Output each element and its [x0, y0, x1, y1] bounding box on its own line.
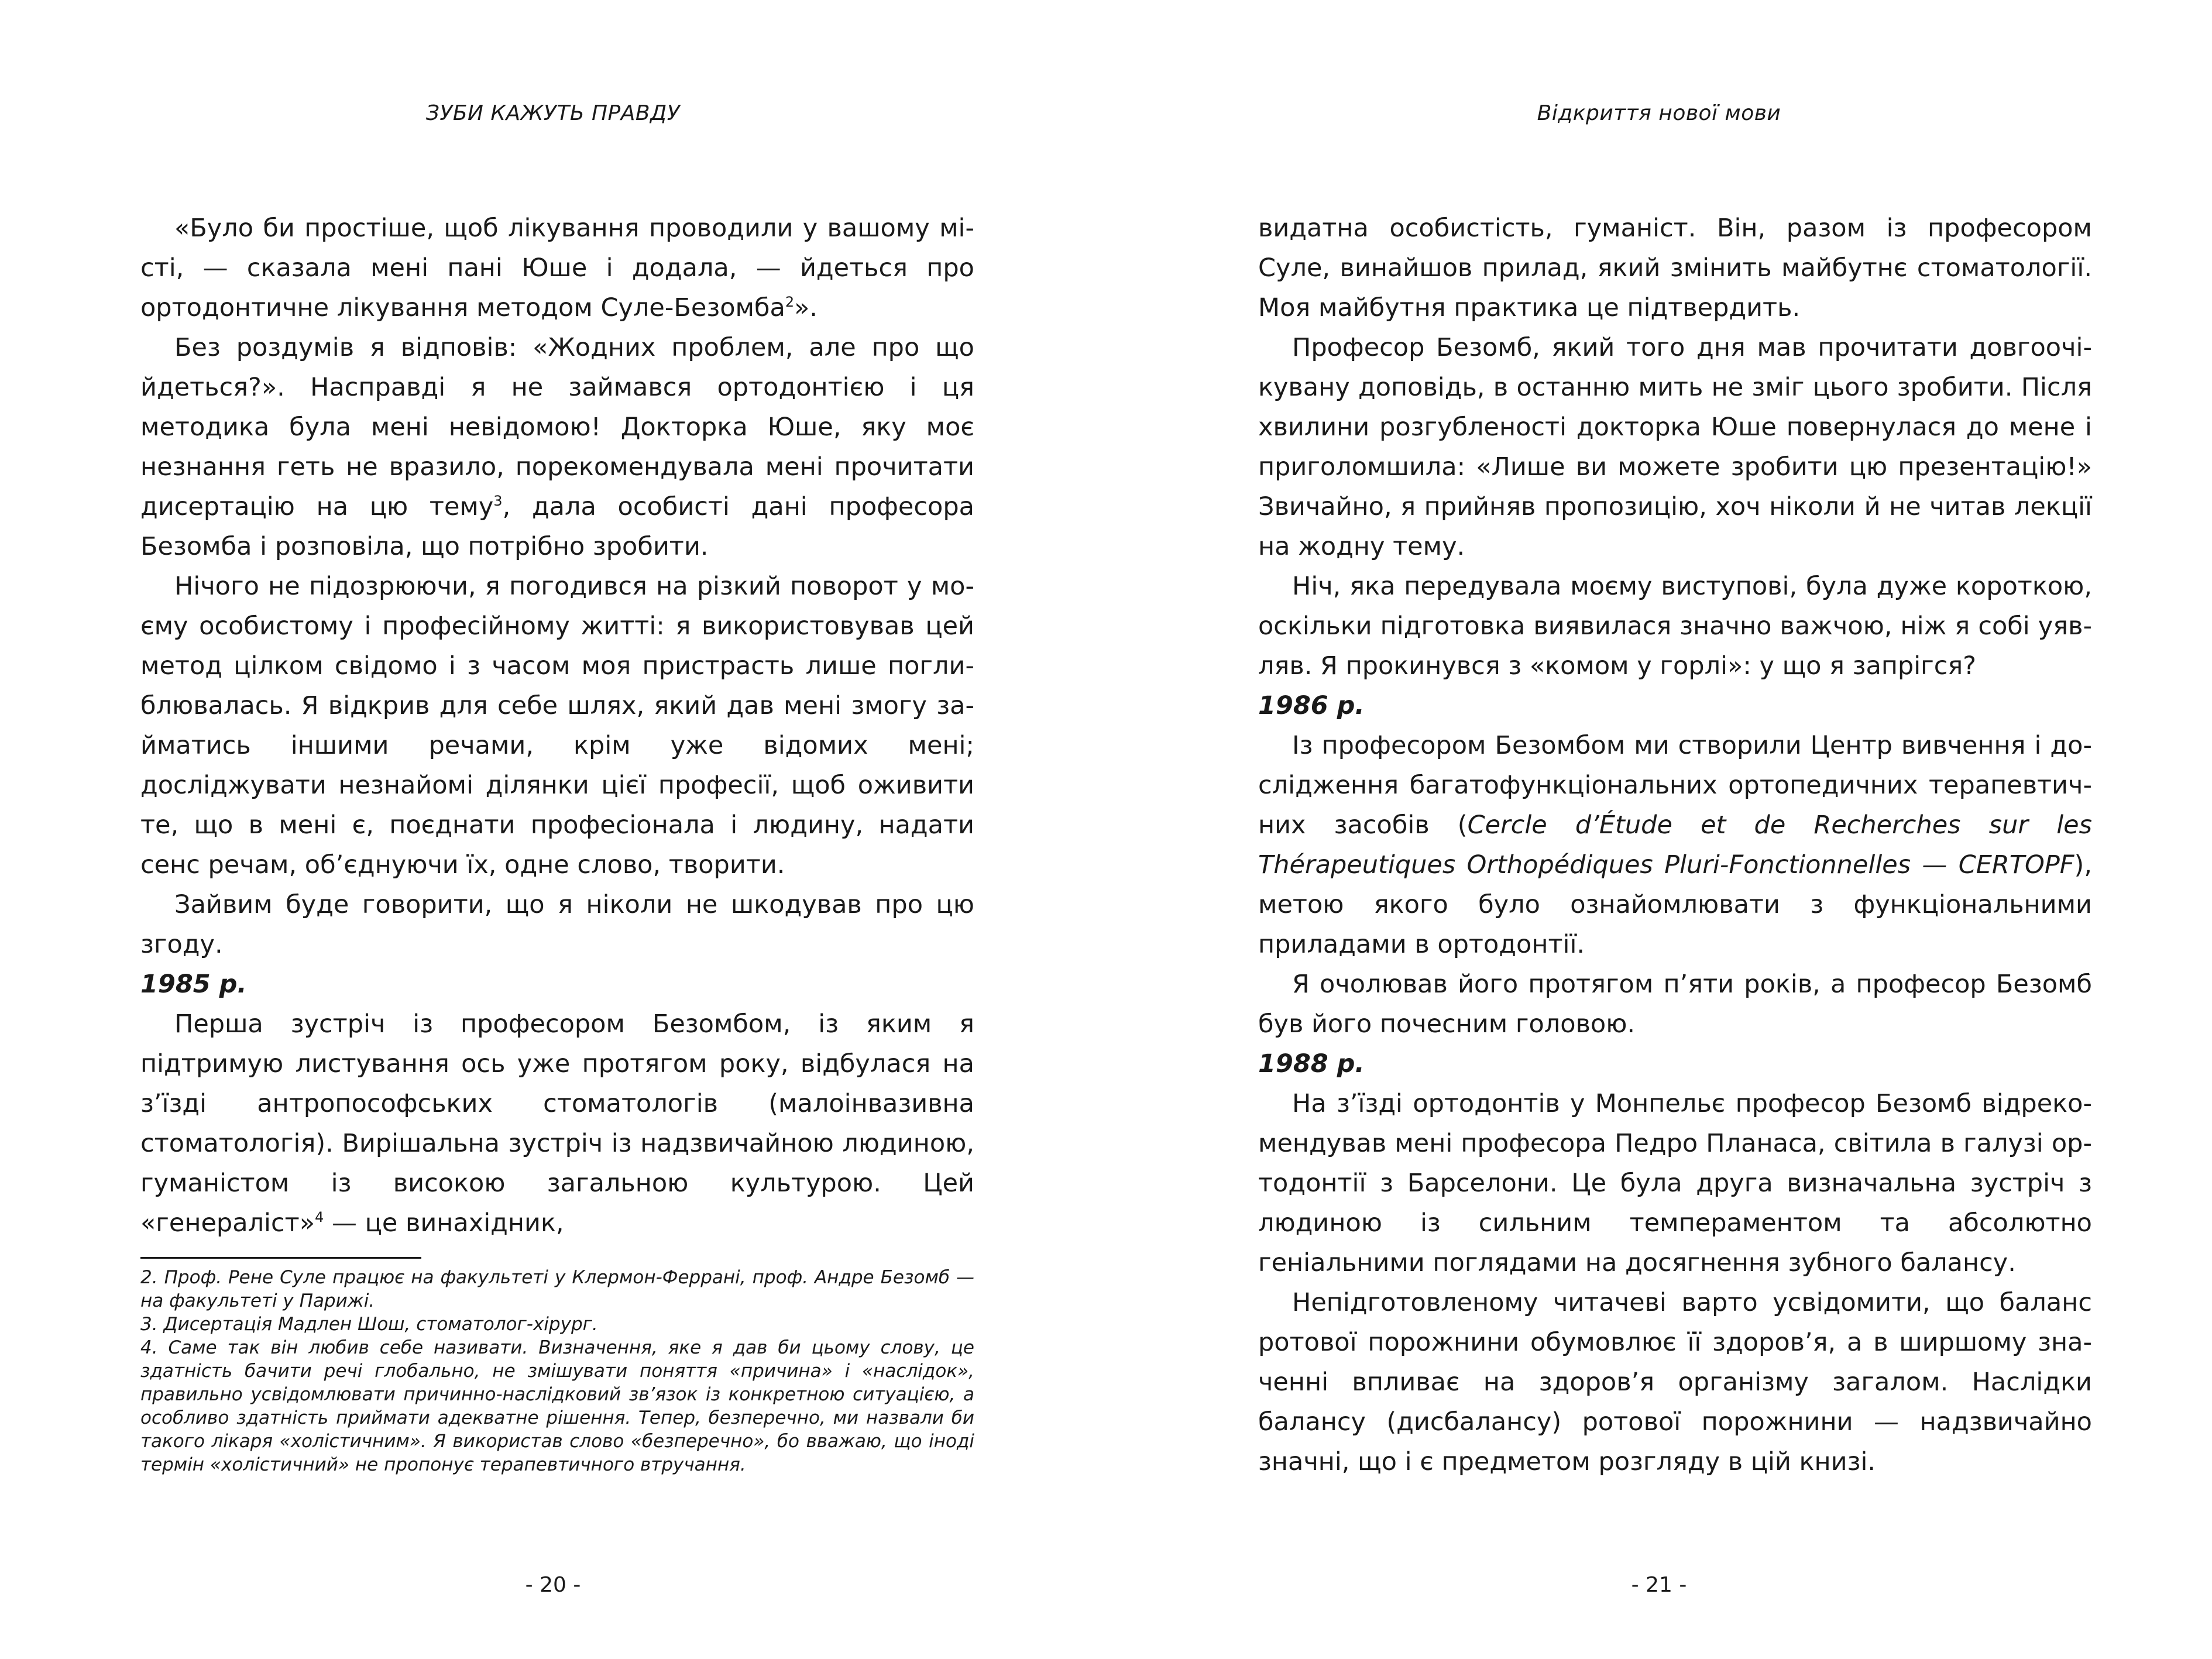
section-year: 1986 р. [1258, 691, 1365, 720]
body-text [1258, 208, 2092, 1482]
paragraph: видатна особистість, гуманіст. Він, разом із професором Суле, винайшов прилад, який змінить майбутнє стоматології. Моя майбутня практика це підтвердить. [1258, 214, 2092, 322]
footnote-ref: 2 [785, 294, 795, 310]
paragraph: Із професором Безомбом ми створили Центр вивчення і дослідження багатофункціональних ортопедичних терапевтичних засобів (Cercle d’Étude et de Recherches sur les Thérapeutiques Orthopédiques Pluri-Fonctionnelles — CERTOPF), метою якого було ознайомлювати з функціональними приладами в ортодонтії. [1258, 731, 2092, 959]
paragraph: Непідготовленому читачеві варто усвідомити, що баланс ротової порожнини обумовлює її здоров’я, а в ширшому значенні впливає на здоров’я організму загалом. Наслідки балансу (дисбалансу) ротової порожнини — надзвичайно значні, що і є предметом розгляду в цій книзі. [1258, 1288, 2092, 1476]
paragraph: «Було би простіше, щоб лікування проводили у вашому місті, — сказала мені пані Юше і додала, — йдеться про ортодонтичне лікування методом Суле-Безомба$^2$». [140, 214, 974, 322]
paragraph: Я очолював його протягом п’яти років, а професор Безомб був його почесним головою. [1258, 970, 2092, 1039]
footnotes [140, 1266, 974, 1476]
page-number: - 21 - [1631, 1573, 1687, 1597]
paragraph: Без роздумів я відповів: «Жодних проблем, але про що йдеться?». Насправді я не займався ортодонтією і ця методика була мені невідомою! Докторка Юше, яку моє незнання геть не вразило, порекомендувала мені прочитати дисертацію на цю тему$^3$, дала особисті дані професора Безомба і розповіла, що потрібно зробити. [140, 333, 974, 561]
footnote: 2. Проф. Рене Суле працює на факультеті у Клермон-Феррані, проф. Андре Безомб — на факультеті у Парижі. [140, 1267, 974, 1311]
organization-name: Cercle d’Étude et de Recherches sur les Thérapeutiques Orthopédiques Pluri-Fonctionnelles — CERTOPF [1258, 810, 2092, 880]
right-page [1106, 0, 2212, 1659]
running-head: ЗУБИ КАЖУТЬ ПРАВДУ [425, 101, 681, 125]
footnote-divider [140, 1257, 421, 1259]
running-head: Відкриття нової мови [1537, 101, 1781, 125]
paragraph: Професор Безомб, який того дня мав прочитати довгоочікувану доповідь, в останню мить не зміг цього зробити. Після хвилини розгубленості докторка Юше повернулася до мене і приголомшила: «Лише ви можете зробити цю презентацію!» Звичайно, я прийняв пропозицію, хоч ніколи й не читав лекції на жодну тему. [1258, 333, 2092, 561]
section-year: 1985 р. [140, 970, 247, 999]
footnote-ref: 4 [315, 1209, 324, 1225]
paragraph: Перша зустріч із професором Безомбом, із яким я підтримую листування ось уже протягом року, відбулася на з’їзді антропософських стоматологів (малоінвазивна стоматологія). Вирішальна зустріч із надзвичайною людиною, гуманістом із високою загальною культурою. Цей «генераліст»$^4$ — це винахідник, [140, 1009, 974, 1238]
footnote-ref: 3 [493, 493, 503, 509]
footnote: 4. Саме так він любив себе називати. Визначення, яке я дав би цьому слову, це здатність бачити речі глобально, не змішувати поняття «причина» і «наслідок», правильно усвідомлювати причинно-наслідковий зв’язок із конкретною ситуацією, а особливо здатність приймати адекватне рішення. Тепер, безперечно, ми назвали би такого лікаря «холістичним». Я використав слово «безперечно», бо вважаю, що іноді термін «холістичний» не пропонує терапевтичного втручання. [140, 1337, 974, 1475]
page-number: - 20 - [525, 1573, 581, 1597]
section-year: 1988 р. [1258, 1049, 1365, 1078]
footnote: 3. Дисертація Мадлен Шош, стоматолог-хірург. [140, 1314, 598, 1335]
paragraph: Зайвим буде говорити, що я ніколи не шкодував про цю згоду. [140, 890, 974, 959]
body-text [140, 208, 974, 1243]
paragraph: Ніч, яка передувала моєму виступові, була дуже короткою, оскільки підготовка виявилася значно важчою, ніж я собі уявляв. Я прокинувся з «комом у горлі»: у що я запрігся? [1258, 572, 2092, 681]
paragraph: Нічого не підозрюючи, я погодився на різкий поворот у моєму особистому і професійному житті: я використовував цей метод цілком свідомо і з часом моя пристрасть лише поглиблювалась. Я відкрив для себе шлях, який дав мені змогу займатись іншими речами, крім уже відомих мені; досліджувати незнайомі ділянки цієї професії, щоб оживити те, що в мені є, поєднати професіонала і людину, надати сенс речам, об’єднуючи їх, одне слово, творити. [140, 572, 974, 880]
paragraph: На з’їзді ортодонтів у Монпельє професор Безомб відрекомендував мені професора Педро Планаса, світила в галузі ортодонтії з Барселони. Це була друга визначальна зустріч з людиною із сильним темпераментом та абсолютно геніальними поглядами на досягнення зубного балансу. [1258, 1089, 2092, 1277]
